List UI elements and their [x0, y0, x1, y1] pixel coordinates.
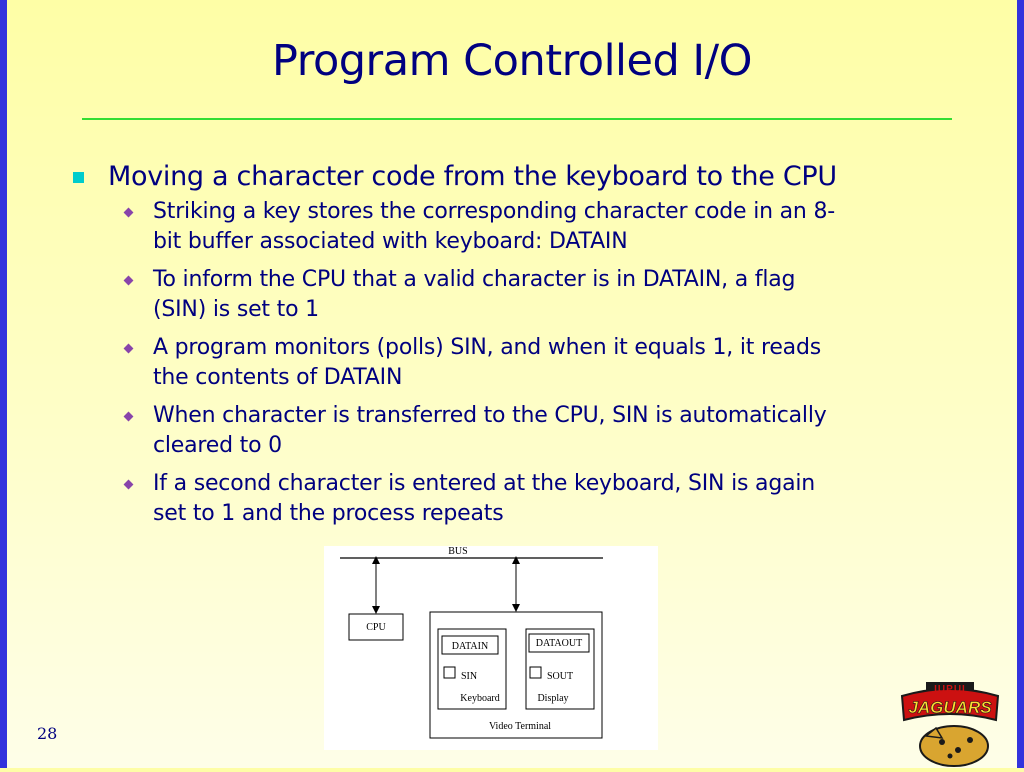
- dataout-label: DATAOUT: [535, 638, 583, 649]
- sub-bullet-item: [70, 469, 960, 529]
- sin-flag-box: [444, 667, 455, 678]
- sout-label: SOUT: [547, 671, 574, 682]
- diamond-bullet-icon: [124, 344, 134, 354]
- jaguars-logo: [896, 680, 1004, 768]
- sub-bullet-line: set to 1 and the process repeats: [153, 501, 504, 526]
- diamond-bullet-icon: [124, 208, 134, 218]
- sub-bullet-item: [70, 401, 960, 461]
- sub-bullet-item: [70, 197, 960, 257]
- diamond-bullet-icon: [124, 480, 134, 490]
- sub-bullet-line: the contents of DATAIN: [153, 365, 403, 390]
- io-diagram: [324, 546, 658, 750]
- diamond-bullet-icon: [124, 276, 134, 286]
- sub-bullet-line: If a second character is entered at the keyboard, SIN is again: [153, 471, 816, 496]
- sout-flag-box: [530, 667, 541, 678]
- right-border-bar: [1017, 0, 1024, 768]
- left-border-bar: [0, 0, 7, 768]
- sub-bullet-item: [70, 333, 960, 393]
- keyboard-label: Keyboard: [460, 693, 500, 704]
- slide-title: Program Controlled I/O: [272, 36, 752, 86]
- jaguar-logo-icon: [896, 680, 1004, 768]
- sub-bullet-line: To inform the CPU that a valid character is in DATAIN, a flag: [153, 267, 796, 292]
- sub-bullet-line: cleared to 0: [153, 433, 282, 458]
- square-bullet-icon: [73, 172, 84, 183]
- video-terminal-label: Video Terminal: [488, 721, 552, 732]
- sub-bullet-line: bit buffer associated with keyboard: DATAIN: [153, 229, 628, 254]
- sub-bullet-line: (SIN) is set to 1: [153, 297, 319, 322]
- io-diagram-svg: [324, 546, 658, 750]
- datain-label: DATAIN: [451, 641, 489, 652]
- cpu-label: CPU: [366, 622, 386, 633]
- bus-label: BUS: [448, 546, 468, 557]
- bullet-item: [70, 160, 960, 194]
- slide-content: [70, 160, 960, 537]
- video-terminal-box: [430, 612, 602, 738]
- sub-bullet-item: [70, 265, 960, 325]
- sub-bullet-line: When character is transferred to the CPU, SIN is automatically: [153, 403, 827, 428]
- sub-bullet-line: A program monitors (polls) SIN, and when it equals 1, it reads: [153, 335, 821, 360]
- logo-main-text: JAGUARS: [908, 698, 992, 717]
- bullet-text: Moving a character code from the keyboard to the CPU: [108, 161, 837, 192]
- sin-label: SIN: [461, 671, 478, 682]
- logo-top-text: IUPUI: [934, 684, 966, 695]
- page-number: 28: [37, 724, 58, 743]
- sub-bullet-line: Striking a key stores the corresponding character code in an 8-: [153, 199, 835, 224]
- title-divider: [82, 118, 952, 120]
- display-label: Display: [537, 693, 569, 704]
- diamond-bullet-icon: [124, 412, 134, 422]
